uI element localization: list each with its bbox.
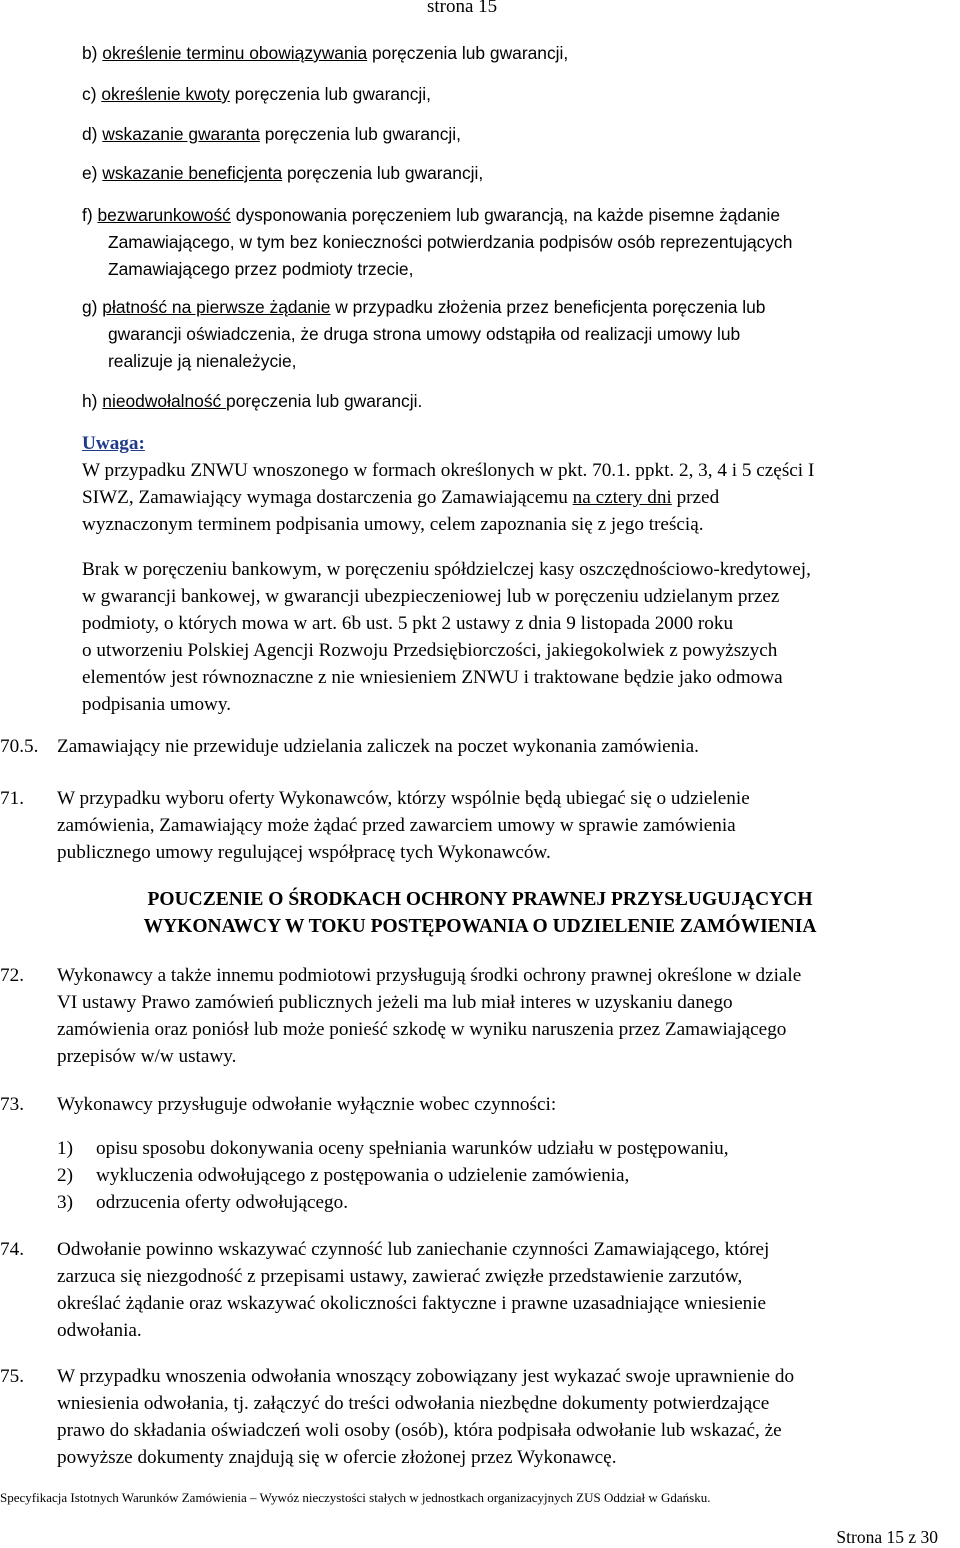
para-75-line1: W przypadku wnoszenia odwołania wnoszący zobowiązany jest wykazać swoje uprawnienie do — [57, 1366, 795, 1387]
section-title-line1: POUCZENIE O ŚRODKACH OCHRONY PRAWNEJ PRZYSŁUGUJĄCYCH — [147, 889, 813, 910]
page-header-label: strona 15 — [427, 0, 498, 17]
para-71-line1: W przypadku wyboru oferty Wykonawców, którzy wspólnie będą ubiegać się o udzielenie — [57, 788, 750, 809]
para-73-item1-text: opisu sposobu dokonywania oceny spełniania warunków udziału w postępowaniu, — [96, 1138, 729, 1159]
para-72-line1: Wykonawcy a także innemu podmiotowi przysługują środki ochrony prawnej określone w dziale — [57, 965, 802, 986]
footer-text: Specyfikacja Istotnych Warunków Zamówienia – Wywóz nieczystości stałych w jednostkach organizacyjnych ZUS Oddział w Gdańsku. — [0, 1490, 711, 1505]
para-70-5-text: Zamawiający nie przewiduje udzielania zaliczek na poczet wykonania zamówienia. — [57, 736, 699, 757]
brak-line3: podmioty, o których mowa w art. 6b ust. 5 pkt 2 ustawy z dnia 9 listopada 2000 roku — [82, 613, 734, 634]
list-item-c: c) określenie kwoty poręczenia lub gwarancji, — [82, 84, 431, 104]
footer-page-number: Strona 15 z 30 — [836, 1527, 938, 1547]
para-74-line2: zarzuca się niezgodność z przepisami ustawy, zawierać zwięzłe przedstawienie zarzutów, — [57, 1266, 743, 1287]
uwaga-line1: W przypadku ZNWU wnoszonego w formach określonych w pkt. 70.1. ppkt. 2, 3, 4 i 5 części I — [82, 460, 815, 481]
para-74-number: 74. — [0, 1239, 24, 1260]
uwaga-label: Uwaga: — [82, 433, 145, 454]
list-item-g-line3: realizuje ją nienależycie, — [108, 351, 297, 371]
list-item-d: d) wskazanie gwaranta poręczenia lub gwarancji, — [82, 124, 461, 144]
brak-line4: o utworzeniu Polskiej Agencji Rozwoju Przedsiębiorczości, jakiegokolwiek z powyższych — [82, 640, 778, 661]
para-72-line3: zamówienia oraz poniósł lub może ponieść szkodę w wyniku naruszenia przez Zamawiającego — [57, 1019, 787, 1040]
para-74-line3: określać żądanie oraz wskazywać okoliczności faktyczne i prawne uzasadniające wniesienie — [57, 1293, 767, 1314]
para-73-text: Wykonawcy przysługuje odwołanie wyłącznie wobec czynności: — [57, 1094, 557, 1115]
list-item-g-line2: gwarancji oświadczenia, że druga strona umowy odstąpiła od realizacji umowy lub — [108, 324, 741, 344]
para-73-item1-number: 1) — [57, 1138, 73, 1159]
brak-line5: elementów jest równoznaczne z nie wniesieniem ZNWU i traktowane będzie jako odmowa — [82, 667, 783, 688]
para-75-line4: powyższe dokumenty znajdują się w ofercie złożonej przez Wykonawcę. — [57, 1447, 617, 1468]
para-73-item3-text: odrzucenia oferty odwołującego. — [96, 1192, 348, 1213]
para-75-line3: prawo do składania oświadczeń woli osoby (osób), która podpisała odwołanie lub wskazać, że — [57, 1420, 782, 1441]
para-71-number: 71. — [0, 788, 24, 809]
list-item-f-line2: Zamawiającego, w tym bez konieczności potwierdzania podpisów osób reprezentujących — [108, 232, 793, 252]
brak-line2: w gwarancji bankowej, w gwarancji ubezpieczeniowej lub w poręczeniu udzielanym przez — [82, 586, 780, 607]
uwaga-line2: SIWZ, Zamawiający wymaga dostarczenia go Zamawiającemu na cztery dni przed — [82, 487, 720, 508]
list-item-f: f) bezwarunkowość dysponowania poręczeniem lub gwarancją, na każde pisemne żądanie — [82, 205, 780, 225]
para-71-line2: zamówienia, Zamawiający może żądać przed zawarciem umowy w sprawie zamówienia — [57, 815, 736, 836]
para-75-line2: wniesienia odwołania, tj. załączyć do treści odwołania niezbędne dokumenty potwierdzające — [57, 1393, 770, 1414]
para-74-line1: Odwołanie powinno wskazywać czynność lub zaniechanie czynności Zamawiającego, której — [57, 1239, 770, 1260]
brak-line1: Brak w poręczeniu bankowym, w poręczeniu spółdzielczej kasy oszczędnościowo-kredytowej, — [82, 559, 811, 580]
para-74-line4: odwołania. — [57, 1320, 142, 1341]
list-item-e: e) wskazanie beneficjenta poręczenia lub gwarancji, — [82, 163, 484, 183]
para-73-item2-number: 2) — [57, 1165, 73, 1186]
para-73-number: 73. — [0, 1094, 24, 1115]
para-72-line2: VI ustawy Prawo zamówień publicznych jeżeli ma lub miał interes w uzyskaniu danego — [57, 992, 733, 1013]
para-72-line4: przepisów w/w ustawy. — [57, 1046, 237, 1067]
para-70-5-number: 70.5. — [0, 736, 39, 757]
para-71-line3: publicznego umowy regulującej współpracę tych Wykonawców. — [57, 842, 551, 863]
uwaga-line3: wyznaczonym terminem podpisania umowy, celem zapoznania się z jego treścią. — [82, 514, 704, 535]
list-item-f-line3: Zamawiającego przez podmioty trzecie, — [108, 259, 414, 279]
list-item-b: b) określenie terminu obowiązywania poręczenia lub gwarancji, — [82, 43, 569, 63]
para-73-item2-text: wykluczenia odwołującego z postępowania o udzielenie zamówienia, — [96, 1165, 630, 1186]
list-item-h: h) nieodwołalność poręczenia lub gwarancji. — [82, 391, 423, 411]
para-73-item3-number: 3) — [57, 1192, 73, 1213]
list-item-g: g) płatność na pierwsze żądanie w przypadku złożenia przez beneficjenta poręczenia lub — [82, 297, 766, 317]
para-72-number: 72. — [0, 965, 24, 986]
para-75-number: 75. — [0, 1366, 24, 1387]
brak-line6: podpisania umowy. — [82, 694, 232, 715]
section-title-line2: WYKONAWCY W TOKU POSTĘPOWANIA O UDZIELENIE ZAMÓWIENIA — [143, 916, 817, 937]
